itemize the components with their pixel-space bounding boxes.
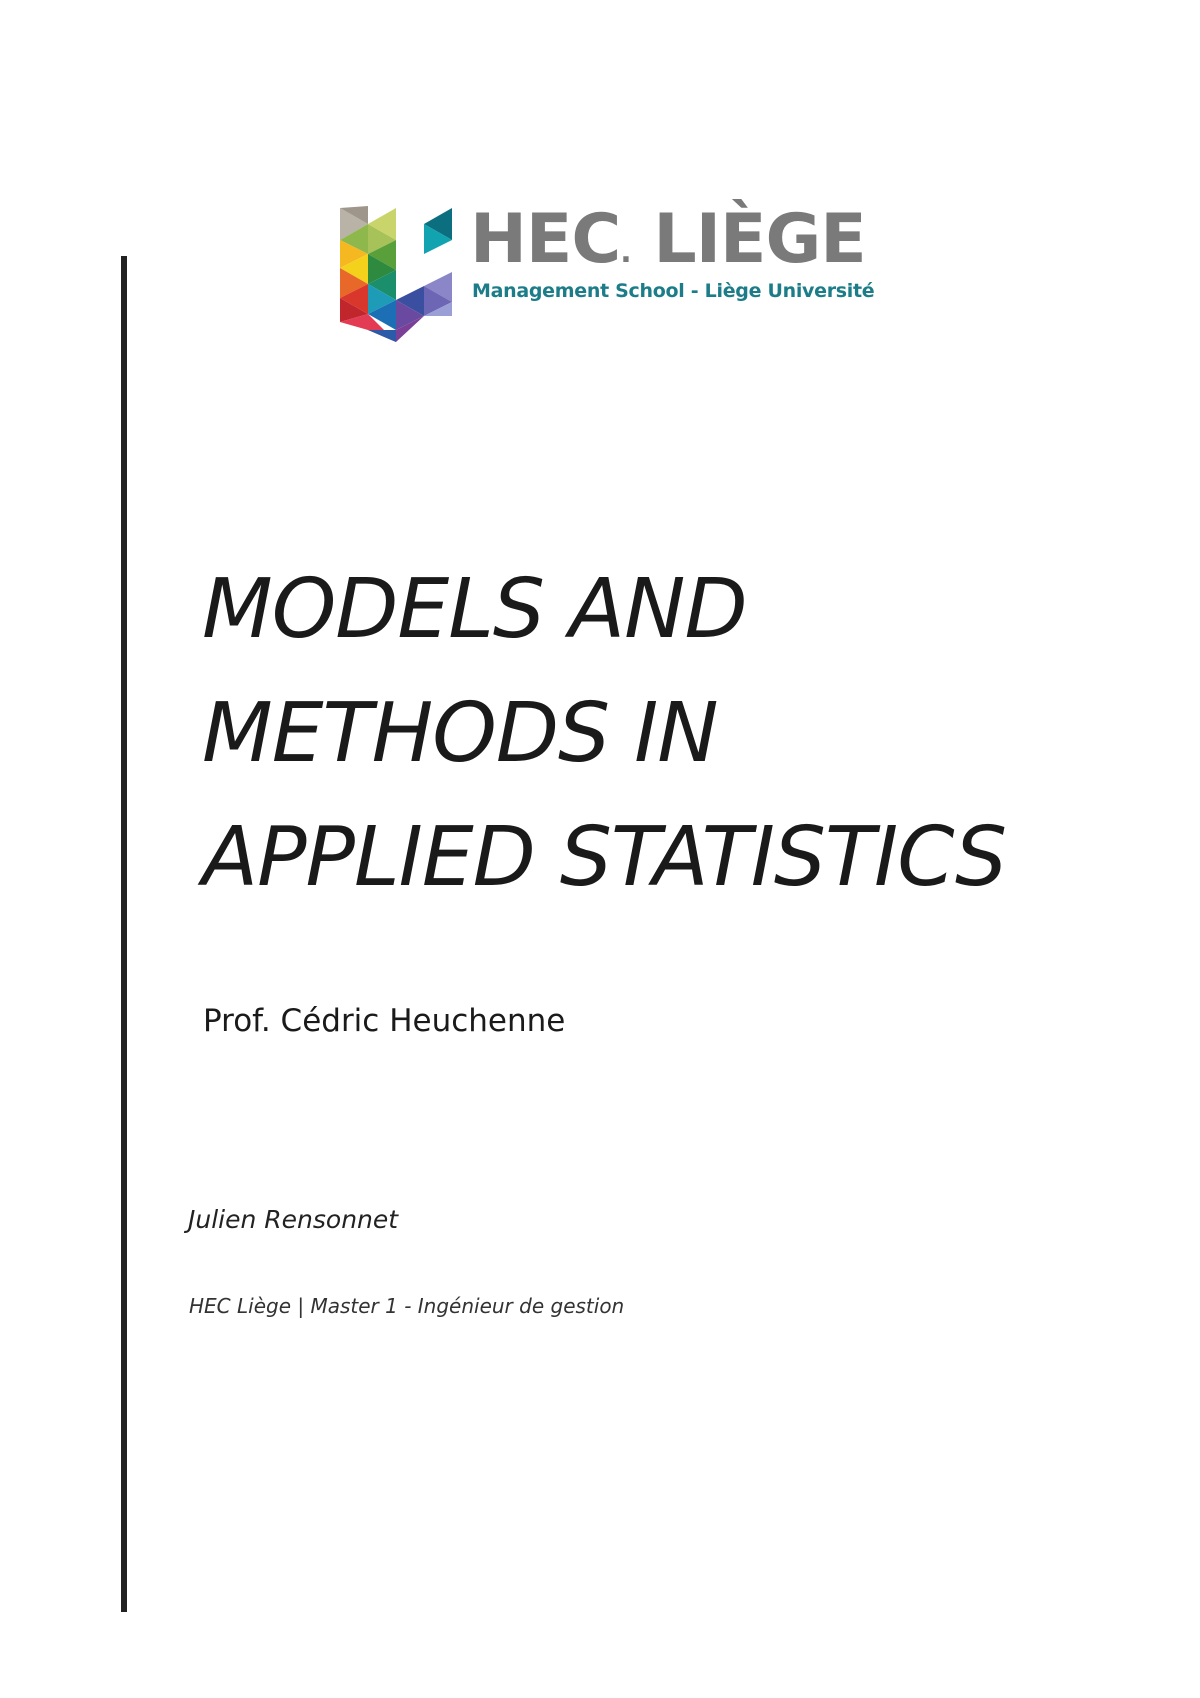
- logo-dot: .: [620, 235, 631, 270]
- program-line: HEC Liège | Master 1 - Ingénieur de gestion: [189, 1294, 625, 1318]
- hec-logo-mark-icon: [340, 206, 456, 342]
- logo-subtitle: Management School - Liège Université: [472, 280, 875, 302]
- title-line-3: APPLIED STATISTICS: [202, 810, 1007, 905]
- title-line-2: METHODS IN: [202, 686, 718, 781]
- logo-title: [470, 200, 866, 279]
- document-title: [202, 548, 1006, 920]
- hec-liege-logo: [340, 200, 875, 342]
- logo-liege: LIÈGE: [653, 200, 866, 279]
- title-line-1: MODELS AND: [202, 562, 747, 657]
- author-name: Julien Rensonnet: [188, 1205, 399, 1234]
- vertical-rule: [121, 256, 127, 1612]
- professor-name: Prof. Cédric Heuchenne: [203, 1003, 566, 1039]
- logo-hec: HEC: [470, 200, 621, 279]
